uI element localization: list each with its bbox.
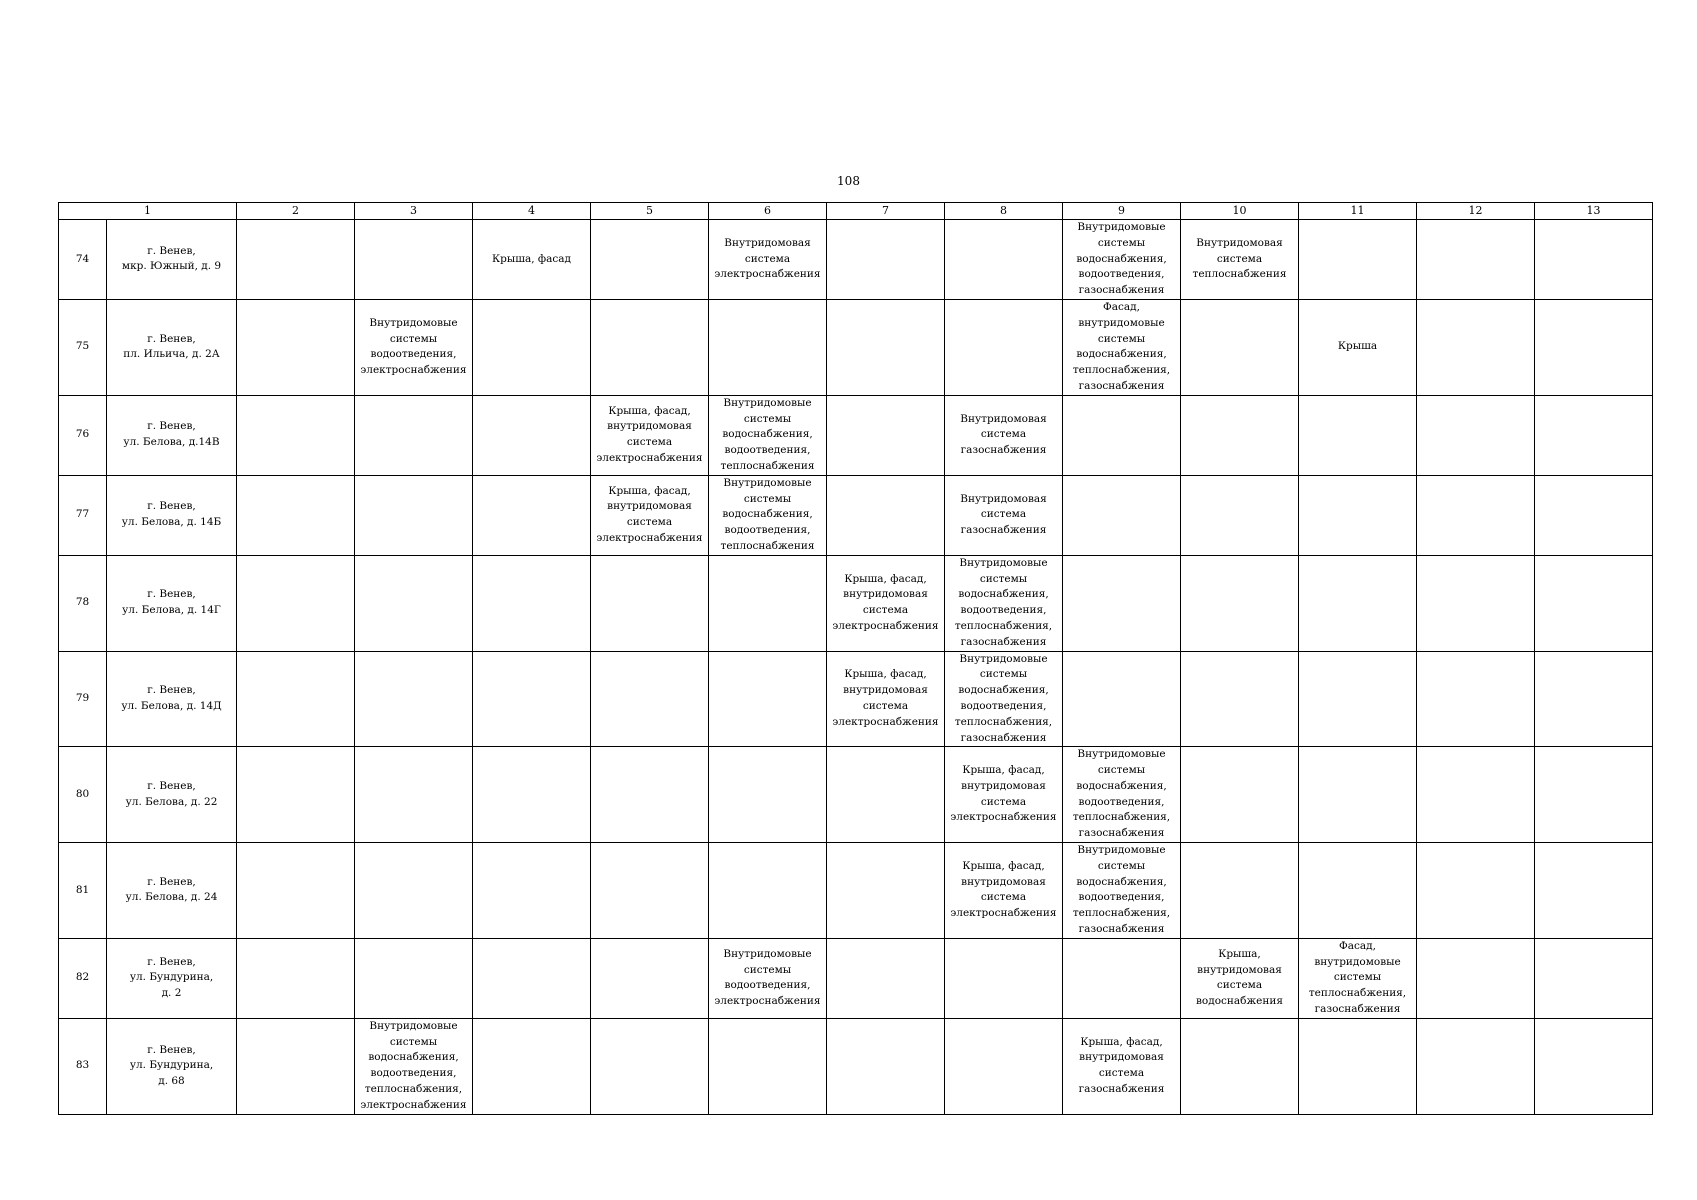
work-cell-col-8 <box>945 747 1063 843</box>
address-cell <box>107 938 237 1018</box>
work-cell-col-8 <box>945 299 1063 395</box>
work-text: Фасад, внутридомовые системы теплоснабжения, газоснабжения <box>1308 939 1407 1016</box>
work-text: Крыша, фасад, внутридомовая система электроснабжения <box>950 859 1057 920</box>
work-cell-col-10 <box>1181 651 1299 747</box>
work-text: Внутридомовые системы водоснабжения, водоотведения, теплоснабжения <box>720 396 815 472</box>
column-header-5: 5 <box>591 203 709 220</box>
page-number: 108 <box>837 174 860 188</box>
work-cell-col-9 <box>1063 475 1181 555</box>
work-cell-col-3 <box>355 475 473 555</box>
work-cell-col-13 <box>1535 747 1653 843</box>
work-text: Крыша, фасад, внутридомовая система электроснабжения <box>832 668 939 728</box>
address-cell <box>107 555 237 651</box>
work-cell-col-2 <box>237 843 355 939</box>
work-cell-col-8 <box>945 475 1063 555</box>
table-row <box>59 220 1653 300</box>
work-cell-col-7 <box>827 938 945 1018</box>
work-cell-col-4 <box>473 1018 591 1114</box>
row-number: 81 <box>59 843 107 939</box>
work-cell-col-2 <box>237 220 355 300</box>
table-header <box>59 203 1653 220</box>
table-row <box>59 1018 1653 1114</box>
work-cell-col-8 <box>945 395 1063 475</box>
work-cell-col-12 <box>1417 555 1535 651</box>
work-cell-col-11 <box>1299 651 1417 747</box>
column-header-1: 1 <box>59 203 237 220</box>
work-cell-col-6 <box>709 220 827 300</box>
work-cell-col-3 <box>355 395 473 475</box>
work-cell-col-9 <box>1063 843 1181 939</box>
row-number: 78 <box>59 555 107 651</box>
work-cell-col-2 <box>237 651 355 747</box>
work-cell-col-12 <box>1417 1018 1535 1114</box>
work-cell-col-11 <box>1299 938 1417 1018</box>
table-row <box>59 475 1653 555</box>
work-cell-col-8 <box>945 1018 1063 1114</box>
address-text: г. Венев, ул. Белова, д. 14Д <box>121 684 222 712</box>
work-text: Внутридомовые системы водоснабжения, водоотведения, теплоснабжения, электроснабжения <box>360 1019 467 1111</box>
work-cell-col-5 <box>591 555 709 651</box>
work-cell-col-10 <box>1181 555 1299 651</box>
work-cell-col-3 <box>355 299 473 395</box>
table-body <box>59 220 1653 1115</box>
work-cell-col-4 <box>473 747 591 843</box>
work-cell-col-2 <box>237 938 355 1018</box>
work-cell-col-7 <box>827 555 945 651</box>
work-cell-col-4 <box>473 299 591 395</box>
work-cell-col-7 <box>827 395 945 475</box>
address-text: г. Венев, ул. Белова, д. 14Б <box>121 500 222 529</box>
work-cell-col-7 <box>827 747 945 843</box>
work-cell-col-4 <box>473 843 591 939</box>
row-number: 75 <box>59 299 107 395</box>
work-cell-col-10 <box>1181 395 1299 475</box>
work-cell-col-8 <box>945 938 1063 1018</box>
work-cell-col-6 <box>709 395 827 475</box>
work-cell-col-7 <box>827 299 945 395</box>
address-text: г. Венев, ул. Белова, д. 14Г <box>122 588 221 617</box>
address-cell <box>107 843 237 939</box>
address-text: г. Венев, мкр. Южный, д. 9 <box>121 244 222 273</box>
work-cell-col-8 <box>945 220 1063 300</box>
column-header-2: 2 <box>237 203 355 220</box>
work-cell-col-9 <box>1063 220 1181 300</box>
work-cell-col-8 <box>945 651 1063 747</box>
work-text: Внутридомовые системы водоснабжения, водоотведения, газоснабжения <box>1076 221 1167 297</box>
work-cell-col-10 <box>1181 475 1299 555</box>
row-number: 80 <box>59 747 107 843</box>
work-text: Внутридомовые системы водоснабжения, водоотведения, теплоснабжения, газоснабжения <box>1072 844 1171 936</box>
row-number: 83 <box>59 1018 107 1114</box>
work-cell-col-12 <box>1417 747 1535 843</box>
work-cell-col-10 <box>1181 843 1299 939</box>
address-cell <box>107 651 237 747</box>
column-header-8: 8 <box>945 203 1063 220</box>
address-text: г. Венев, ул. Белова, д.14В <box>123 420 220 449</box>
table-row <box>59 395 1653 475</box>
work-cell-col-4 <box>473 555 591 651</box>
work-cell-col-7 <box>827 475 945 555</box>
column-header-3: 3 <box>355 203 473 220</box>
table-row <box>59 843 1653 939</box>
work-cell-col-6 <box>709 475 827 555</box>
work-cell-col-9 <box>1063 747 1181 843</box>
work-cell-col-12 <box>1417 299 1535 395</box>
work-cell-col-5 <box>591 299 709 395</box>
work-cell-col-3 <box>355 555 473 651</box>
column-header-6: 6 <box>709 203 827 220</box>
work-text: Внутридомовые системы водоснабжения, водоотведения, теплоснабжения, газоснабжения <box>954 652 1053 744</box>
work-cell-col-3 <box>355 1018 473 1114</box>
work-cell-col-13 <box>1535 475 1653 555</box>
address-cell <box>107 299 237 395</box>
address-cell <box>107 220 237 300</box>
address-text: г. Венев, ул. Бундурина, д. 2 <box>129 955 214 1000</box>
work-cell-col-4 <box>473 651 591 747</box>
repair-schedule-table <box>58 202 1653 1115</box>
column-header-11: 11 <box>1299 203 1417 220</box>
address-cell <box>107 1018 237 1114</box>
work-cell-col-10 <box>1181 220 1299 300</box>
work-cell-col-13 <box>1535 299 1653 395</box>
work-cell-col-5 <box>591 220 709 300</box>
work-cell-col-6 <box>709 651 827 747</box>
work-text: Внутридомовая система газоснабжения <box>960 492 1047 537</box>
column-header-9: 9 <box>1063 203 1181 220</box>
work-cell-col-11 <box>1299 299 1417 395</box>
work-text: Внутридомовые системы водоотведения, электроснабжения <box>360 316 467 377</box>
row-number: 82 <box>59 938 107 1018</box>
work-cell-col-12 <box>1417 475 1535 555</box>
work-cell-col-11 <box>1299 395 1417 475</box>
work-cell-col-13 <box>1535 938 1653 1018</box>
work-cell-col-12 <box>1417 843 1535 939</box>
work-cell-col-11 <box>1299 475 1417 555</box>
work-text: Внутридомовая система теплоснабжения <box>1192 236 1287 281</box>
work-cell-col-11 <box>1299 747 1417 843</box>
column-number-row <box>59 203 1653 220</box>
work-text: Крыша, внутридомовая система водоснабжения <box>1196 947 1283 1008</box>
address-cell <box>107 475 237 555</box>
work-text: Внутридомовые системы водоснабжения, водоотведения, теплоснабжения, газоснабжения <box>954 556 1053 648</box>
work-cell-col-6 <box>709 1018 827 1114</box>
work-cell-col-3 <box>355 220 473 300</box>
work-cell-col-7 <box>827 843 945 939</box>
work-cell-col-4 <box>473 475 591 555</box>
work-cell-col-10 <box>1181 747 1299 843</box>
row-number: 74 <box>59 220 107 300</box>
work-cell-col-3 <box>355 938 473 1018</box>
work-cell-col-13 <box>1535 220 1653 300</box>
work-cell-col-2 <box>237 1018 355 1114</box>
column-header-10: 10 <box>1181 203 1299 220</box>
row-number: 76 <box>59 395 107 475</box>
work-cell-col-9 <box>1063 651 1181 747</box>
work-cell-col-13 <box>1535 651 1653 747</box>
column-header-13: 13 <box>1535 203 1653 220</box>
work-text: Внутридомовая система электроснабжения <box>714 236 821 281</box>
work-text: Крыша, фасад, внутридомовая система электроснабжения <box>950 764 1057 824</box>
work-cell-col-10 <box>1181 299 1299 395</box>
work-cell-col-9 <box>1063 555 1181 651</box>
table-row <box>59 651 1653 747</box>
work-cell-col-9 <box>1063 299 1181 395</box>
work-cell-col-10 <box>1181 938 1299 1018</box>
work-text: Фасад, внутридомовые системы водоснабжения, теплоснабжения, газоснабжения <box>1072 300 1171 392</box>
work-cell-col-5 <box>591 475 709 555</box>
work-cell-col-8 <box>945 843 1063 939</box>
work-cell-col-6 <box>709 938 827 1018</box>
work-cell-col-2 <box>237 475 355 555</box>
work-cell-col-12 <box>1417 220 1535 300</box>
table-row <box>59 555 1653 651</box>
work-text: Крыша, фасад, внутридомовая система электроснабжения <box>596 404 703 465</box>
work-cell-col-13 <box>1535 1018 1653 1114</box>
work-cell-col-5 <box>591 651 709 747</box>
work-cell-col-3 <box>355 651 473 747</box>
work-cell-col-5 <box>591 843 709 939</box>
work-cell-col-4 <box>473 220 591 300</box>
work-cell-col-5 <box>591 1018 709 1114</box>
address-cell <box>107 747 237 843</box>
work-cell-col-6 <box>709 843 827 939</box>
column-header-7: 7 <box>827 203 945 220</box>
work-cell-col-6 <box>709 555 827 651</box>
work-text: Внутридомовые системы водоснабжения, водоотведения, теплоснабжения <box>720 476 815 552</box>
address-text: г. Венев, ул. Белова, д. 22 <box>125 779 218 808</box>
work-cell-col-11 <box>1299 220 1417 300</box>
address-text: г. Венев, ул. Белова, д. 24 <box>125 875 218 904</box>
work-text: Крыша <box>1337 340 1378 353</box>
work-cell-col-9 <box>1063 1018 1181 1114</box>
work-text: Крыша, фасад, внутридомовая система электроснабжения <box>596 484 703 545</box>
work-cell-col-11 <box>1299 555 1417 651</box>
address-cell <box>107 395 237 475</box>
work-cell-col-12 <box>1417 938 1535 1018</box>
work-cell-col-12 <box>1417 395 1535 475</box>
work-cell-col-7 <box>827 220 945 300</box>
work-cell-col-7 <box>827 651 945 747</box>
work-cell-col-3 <box>355 843 473 939</box>
work-text: Внутридомовая система газоснабжения <box>960 412 1047 457</box>
work-cell-col-2 <box>237 395 355 475</box>
work-cell-col-11 <box>1299 1018 1417 1114</box>
work-cell-col-8 <box>945 555 1063 651</box>
work-cell-col-13 <box>1535 555 1653 651</box>
work-cell-col-2 <box>237 299 355 395</box>
table-row <box>59 299 1653 395</box>
work-text: Внутридомовые системы водоснабжения, водоотведения, теплоснабжения, газоснабжения <box>1072 748 1171 840</box>
work-cell-col-2 <box>237 555 355 651</box>
address-text: г. Венев, пл. Ильича, д. 2А <box>123 332 220 361</box>
work-cell-col-5 <box>591 747 709 843</box>
work-cell-col-9 <box>1063 395 1181 475</box>
work-text: Крыша, фасад, внутридомовая система газоснабжения <box>1078 1035 1165 1096</box>
work-cell-col-5 <box>591 938 709 1018</box>
work-cell-col-5 <box>591 395 709 475</box>
work-cell-col-13 <box>1535 395 1653 475</box>
work-text: Крыша, фасад <box>492 252 571 265</box>
table-row <box>59 938 1653 1018</box>
work-text: Крыша, фасад, внутридомовая система электроснабжения <box>832 572 939 632</box>
work-cell-col-4 <box>473 395 591 475</box>
work-cell-col-6 <box>709 299 827 395</box>
work-cell-col-9 <box>1063 938 1181 1018</box>
address-text: г. Венев, ул. Бундурина, д. 68 <box>129 1043 214 1088</box>
table-row <box>59 747 1653 843</box>
work-cell-col-7 <box>827 1018 945 1114</box>
work-cell-col-12 <box>1417 651 1535 747</box>
row-number: 77 <box>59 475 107 555</box>
column-header-4: 4 <box>473 203 591 220</box>
work-cell-col-4 <box>473 938 591 1018</box>
work-text: Внутридомовые системы водоотведения, электроснабжения <box>714 947 821 1008</box>
work-cell-col-6 <box>709 747 827 843</box>
row-number: 79 <box>59 651 107 747</box>
column-header-12: 12 <box>1417 203 1535 220</box>
work-cell-col-2 <box>237 747 355 843</box>
work-cell-col-13 <box>1535 843 1653 939</box>
work-cell-col-3 <box>355 747 473 843</box>
work-cell-col-11 <box>1299 843 1417 939</box>
work-cell-col-10 <box>1181 1018 1299 1114</box>
